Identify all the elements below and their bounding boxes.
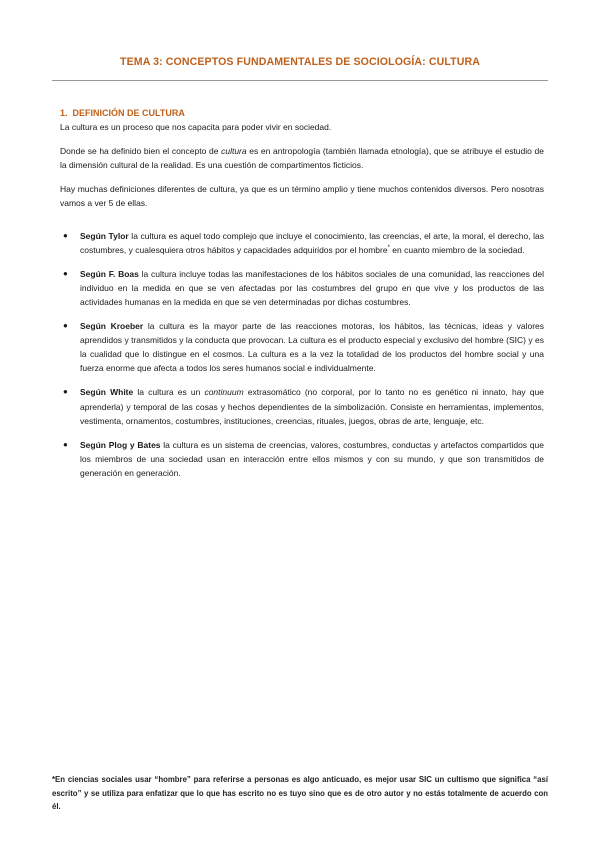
definition-term: Según White [80, 387, 134, 398]
definition-term: Según Plog y Bates [80, 439, 161, 450]
paragraph-anthropology [60, 144, 544, 172]
bullet-icon: ● [63, 387, 68, 397]
bullet-icon: ● [63, 230, 68, 240]
paragraph-anthropology-start: Donde se ha definido bien el concepto de [60, 146, 222, 157]
definition-italic: continuum [204, 387, 244, 398]
section-heading-text: DEFINICIÓN DE CULTURA [72, 108, 185, 118]
definition-text: la cultura incluye todas las manifestaciones de los hábitos sociales de una comunidad, las reacciones del individuo en la medida en que se ven afectadas por las costumbres del grupo en que vive y los productos de las actividades humanas en la medida en que se ven determinadas por dichas costumbres. [80, 268, 544, 307]
definition-term: Según Kroeber [80, 321, 144, 332]
bullet-icon: ● [63, 439, 68, 449]
section-number: 1. [60, 108, 68, 118]
definition-text: la cultura es la mayor parte de las reacciones motoras, los hábitos, las técnicas, ideas y valores aprendidos y transmitidos y la conducta que provocan. La cultura es el producto especial y exclusivo del hombre (SIC) y es la cualidad que lo distingue en el cosmos. La cultura es a la vez la totalidad de los productos del hombre social y una fuerza enorme que afecta a todos los seres humanos social e individualmente. [80, 321, 544, 374]
bullet-icon: ● [63, 268, 68, 278]
definition-text: la cultura es un [133, 387, 205, 398]
footnote-marker: * [387, 244, 390, 251]
definition-text-end: en cuanto miembro de la sociedad. [389, 244, 525, 255]
definition-text: la cultura es un sistema de creencias, valores, costumbres, conductas y artefactos compartidos que los miembros de una sociedad usan en interacción entre ellos mismos y con su mundo, y que son transmitidos de generación en generación. [80, 439, 544, 478]
paragraph-anthropology-italic: cultura [221, 146, 247, 157]
definition-term: Según Tylor [80, 230, 129, 241]
definition-plog-bates [60, 438, 544, 480]
section-heading [60, 106, 544, 120]
footnote: *En ciencias sociales usar “hombre” para referirse a personas es algo anticuado, es mejor usar SIC un cultismo que significa “así escrito” y se utiliza para enfatizar que lo que has escrito no es tuyo sino que es de otro autor y no estás totalmente de acuerdo con él. [52, 775, 548, 812]
definition-white [60, 385, 544, 427]
bullet-icon: ● [63, 321, 68, 331]
paragraph-definitions-intro: Hay muchas definiciones diferentes de cultura, ya que es un término amplio y tiene muchos contenidos diversos. Pero nosotras vamos a ver 5 de ellas. [60, 184, 544, 209]
paragraph-anthropology-end: es en antropología (también llamada etnología), que se atribuye el estudio de la dimensión cultural de la realidad. Es una cuestión de compartimentos ficticios. [60, 146, 544, 171]
definition-term: Según F. Boas [80, 268, 139, 279]
main-content [60, 106, 544, 490]
definition-tylor [60, 229, 544, 257]
definition-kroeber [60, 319, 544, 375]
definitions-list [60, 229, 544, 480]
definition-text: la cultura es aquel todo complejo que incluye el conocimiento, las creencias, el arte, la moral, el derecho, las costumbres, y cualesquiera otros hábitos y capacidades adquiridos por el hombre [80, 230, 544, 255]
paragraph-intro: La cultura es un proceso que nos capacita para poder vivir en sociedad. [60, 122, 332, 133]
title-divider [52, 80, 548, 81]
definition-text-end: extrasomático (no corporal, por lo tanto no es genético ni innato, hay que aprenderla) y temporal de las cosas y hechos dependientes de la simbolización. Consiste en herramientas, implementos, vestimenta, ornamentos, costumbres, instituciones, creencias, rituales, juegos, obras de arte, lenguaje, etc. [80, 387, 544, 426]
page-title: TEMA 3: CONCEPTOS FUNDAMENTALES DE SOCIOLOGÍA: CULTURA [120, 56, 480, 68]
definition-boas [60, 267, 544, 309]
